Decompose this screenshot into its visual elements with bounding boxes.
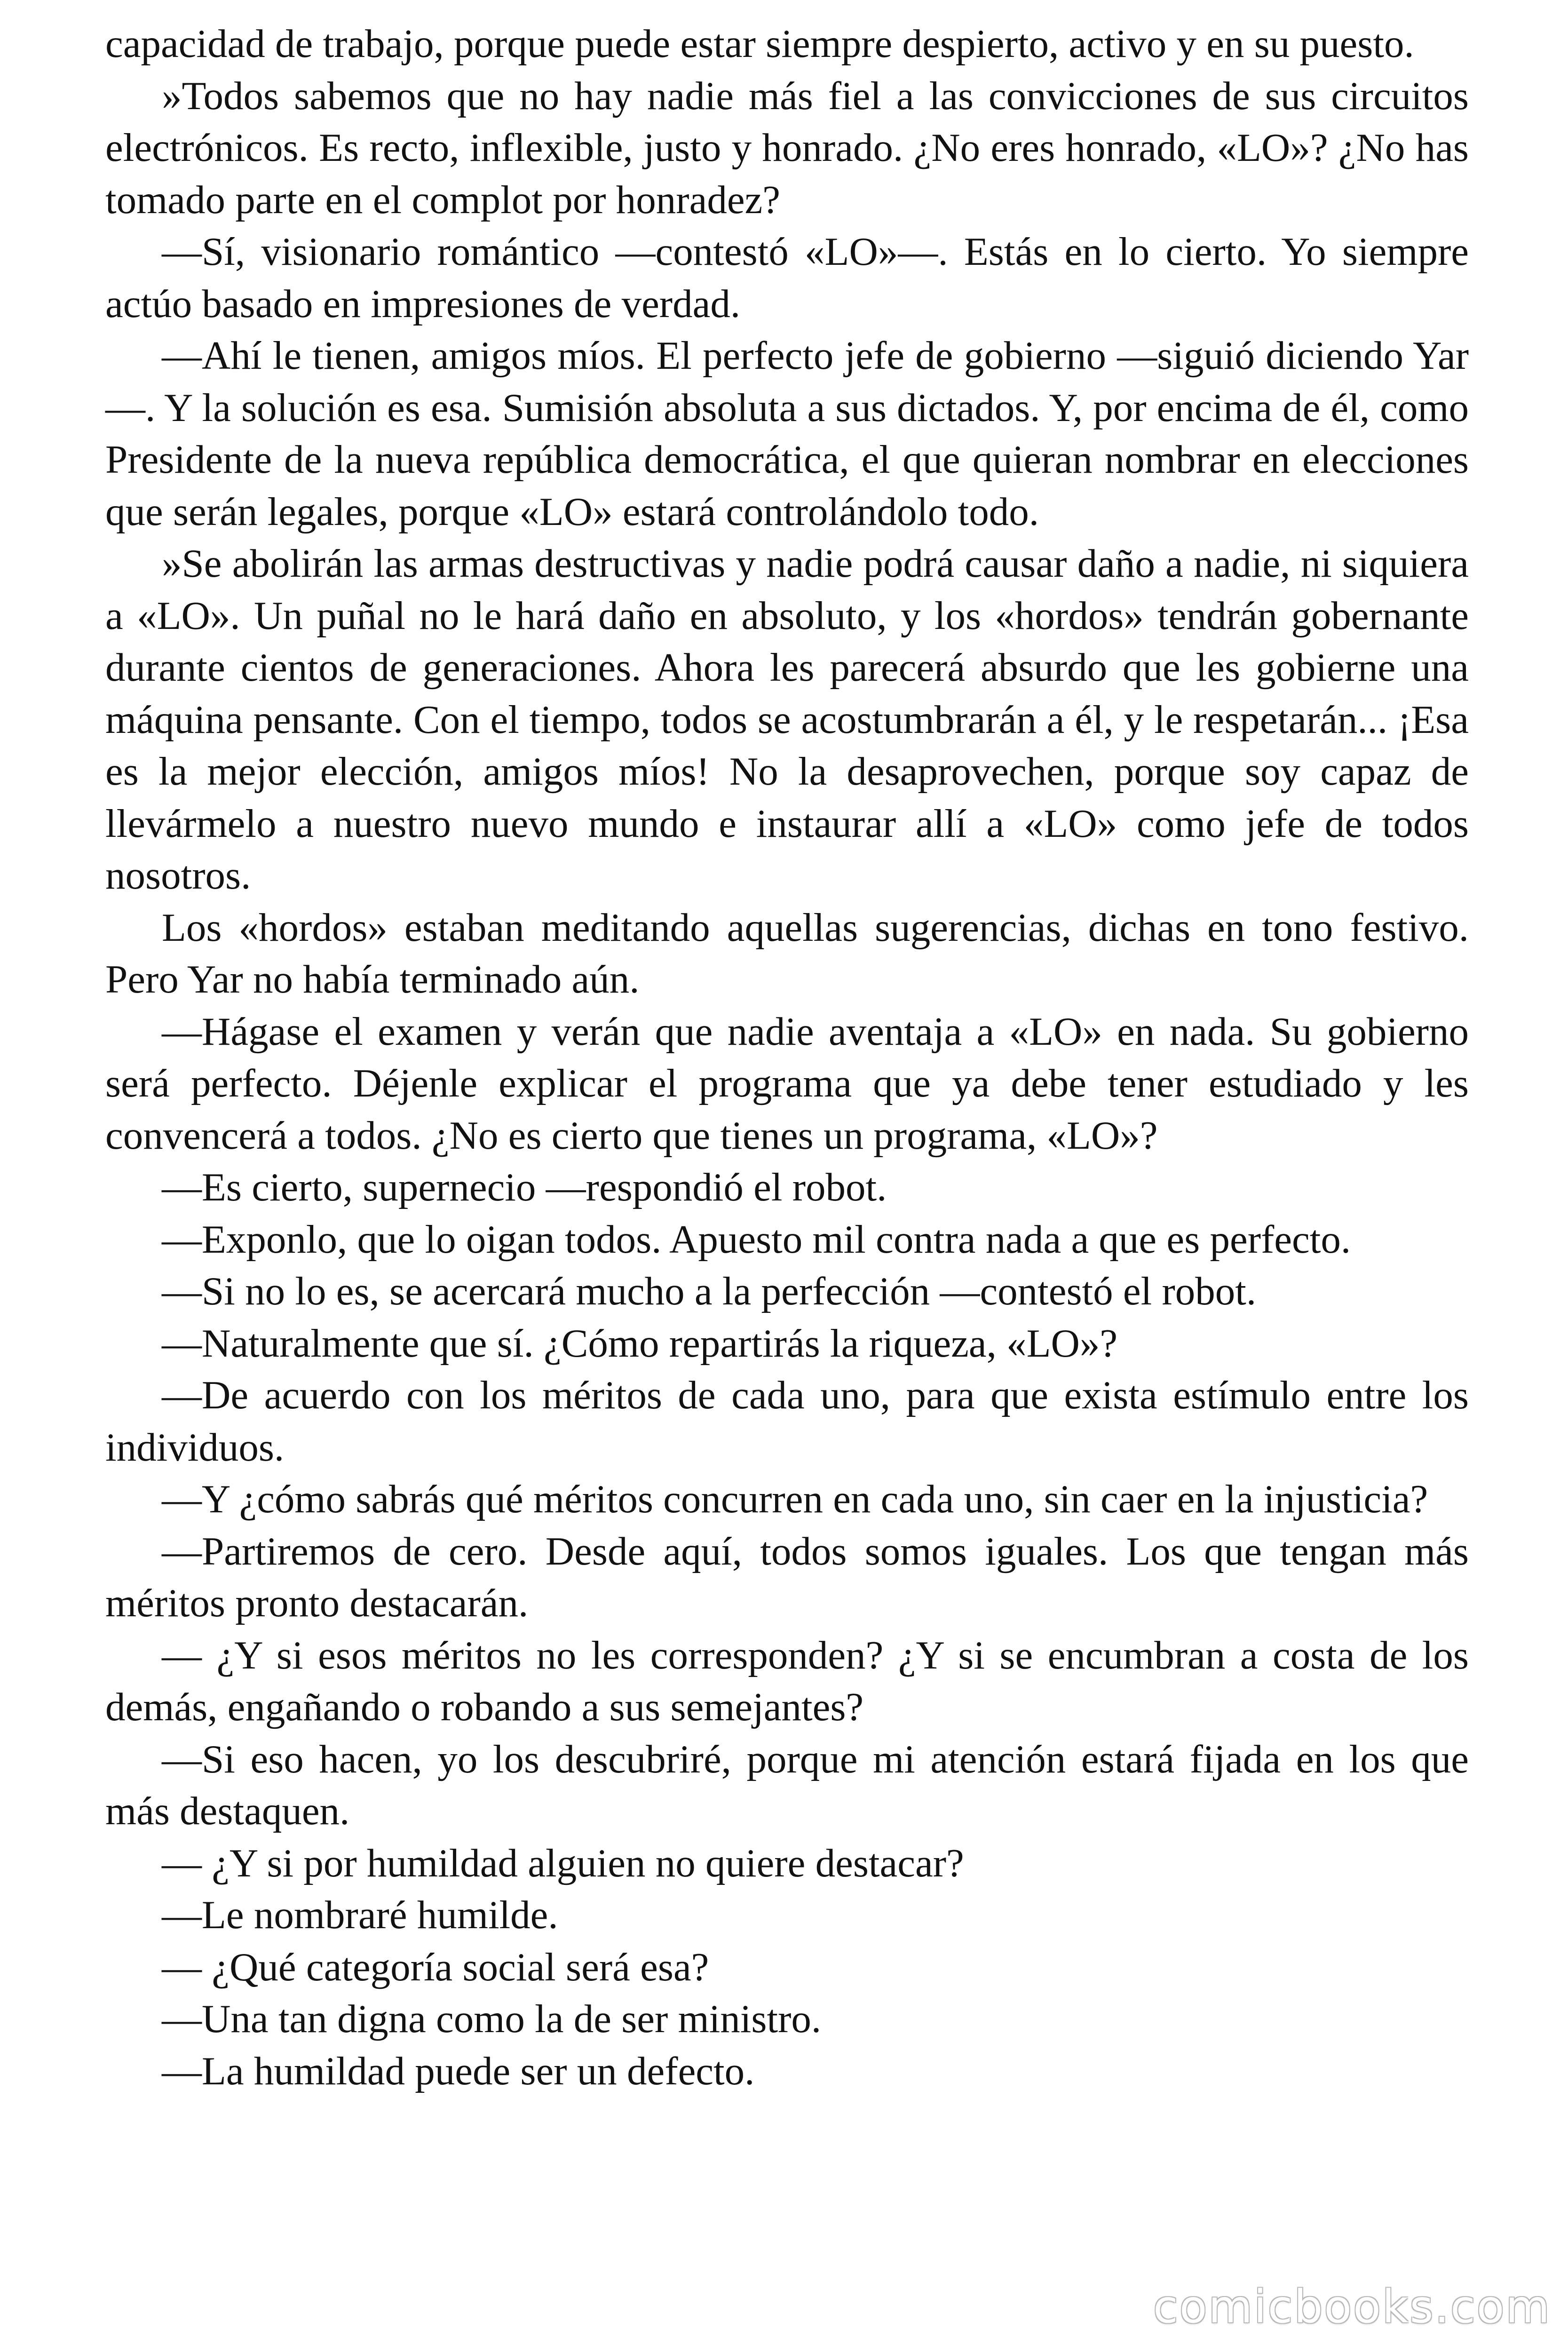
paragraph: —Es cierto, supernecio —respondió el robot.: [162, 1165, 887, 1209]
paragraph: —Hágase el examen y verán que nadie aventaja a «LO» en nada. Su gobierno será perfecto. Déjenle explicar el programa que ya debe tener estudiado y les convencerá a todos. ¿No es cierto que tienes un programa, «LO»?: [105, 1009, 1469, 1158]
paragraph: Los «hordos» estaban meditando aquellas sugerencias, dichas en tono festivo. Pero Yar no había terminado aún.: [105, 905, 1469, 1001]
paragraph: — ¿Y si esos méritos no les corresponden? ¿Y si se encumbran a costa de los demás, engañando o robando a sus semejantes?: [105, 1633, 1469, 1729]
paragraph: — ¿Y si por humildad alguien no quiere destacar?: [162, 1841, 964, 1885]
paragraph: —Y ¿cómo sabrás qué méritos concurren en cada uno, sin caer en la injusticia?: [162, 1477, 1428, 1521]
paragraph: capacidad de trabajo, porque puede estar siempre despierto, activo y en su puesto.: [105, 22, 1414, 66]
paragraph: —De acuerdo con los méritos de cada uno, para que exista estímulo entre los individuos.: [105, 1373, 1469, 1470]
paragraph: —Naturalmente que sí. ¿Cómo repartirás la riqueza, «LO»?: [162, 1321, 1118, 1366]
paragraph: —La humildad puede ser un defecto.: [162, 2049, 755, 2093]
paragraph: »Todos sabemos que no hay nadie más fiel a las convicciones de sus circuitos electrónicos. Es recto, inflexible, justo y honrado. ¿No eres honrado, «LO»? ¿No has tomado parte en el complot por honradez?: [105, 73, 1469, 222]
paragraph: —Ahí le tienen, amigos míos. El perfecto jefe de gobierno —siguió diciendo Yar—. Y la solución es esa. Sumisión absoluta a sus dictados. Y, por encima de él, como Presidente de la nueva república democrática, el que quieran nombrar en elecciones que serán legales, porque «LO» estará controlándolo todo.: [105, 334, 1469, 534]
paragraph: —Exponlo, que lo oigan todos. Apuesto mil contra nada a que es perfecto.: [162, 1217, 1351, 1262]
watermark: comicbooks.com: [1153, 2280, 1551, 2333]
paragraph: —Sí, visionario romántico —contestó «LO»—. Estás en lo cierto. Yo siempre actúo basado en impresiones de verdad.: [105, 230, 1469, 326]
paragraph: —Le nombraré humilde.: [162, 1893, 558, 1937]
paragraph: —Una tan digna como la de ser ministro.: [162, 1997, 822, 2041]
paragraph: —Partiremos de cero. Desde aquí, todos somos iguales. Los que tengan más méritos pronto destacarán.: [105, 1529, 1469, 1625]
body-text: [105, 18, 1469, 2097]
paragraph: »Se abolirán las armas destructivas y nadie podrá causar daño a nadie, ni siquiera a «LO». Un puñal no le hará daño en absoluto, y los «hordos» tendrán gobernante durante cientos de generaciones. Ahora les parecerá absurdo que les gobierne una máquina pensante. Con el tiempo, todos se acostumbrarán a él, y le respetarán... ¡Esa es la mejor elección, amigos míos! No la desaprovechen, porque soy capaz de llevármelo a nuestro nuevo mundo e instaurar allí a «LO» como jefe de todos nosotros.: [105, 541, 1469, 898]
paragraph: —Si no lo es, se acercará mucho a la perfección —contestó el robot.: [162, 1269, 1257, 1313]
paragraph: — ¿Qué categoría social será esa?: [162, 1945, 709, 1989]
paragraph: —Si eso hacen, yo los descubriré, porque mi atención estará fijada en los que más destaquen.: [105, 1737, 1469, 1833]
